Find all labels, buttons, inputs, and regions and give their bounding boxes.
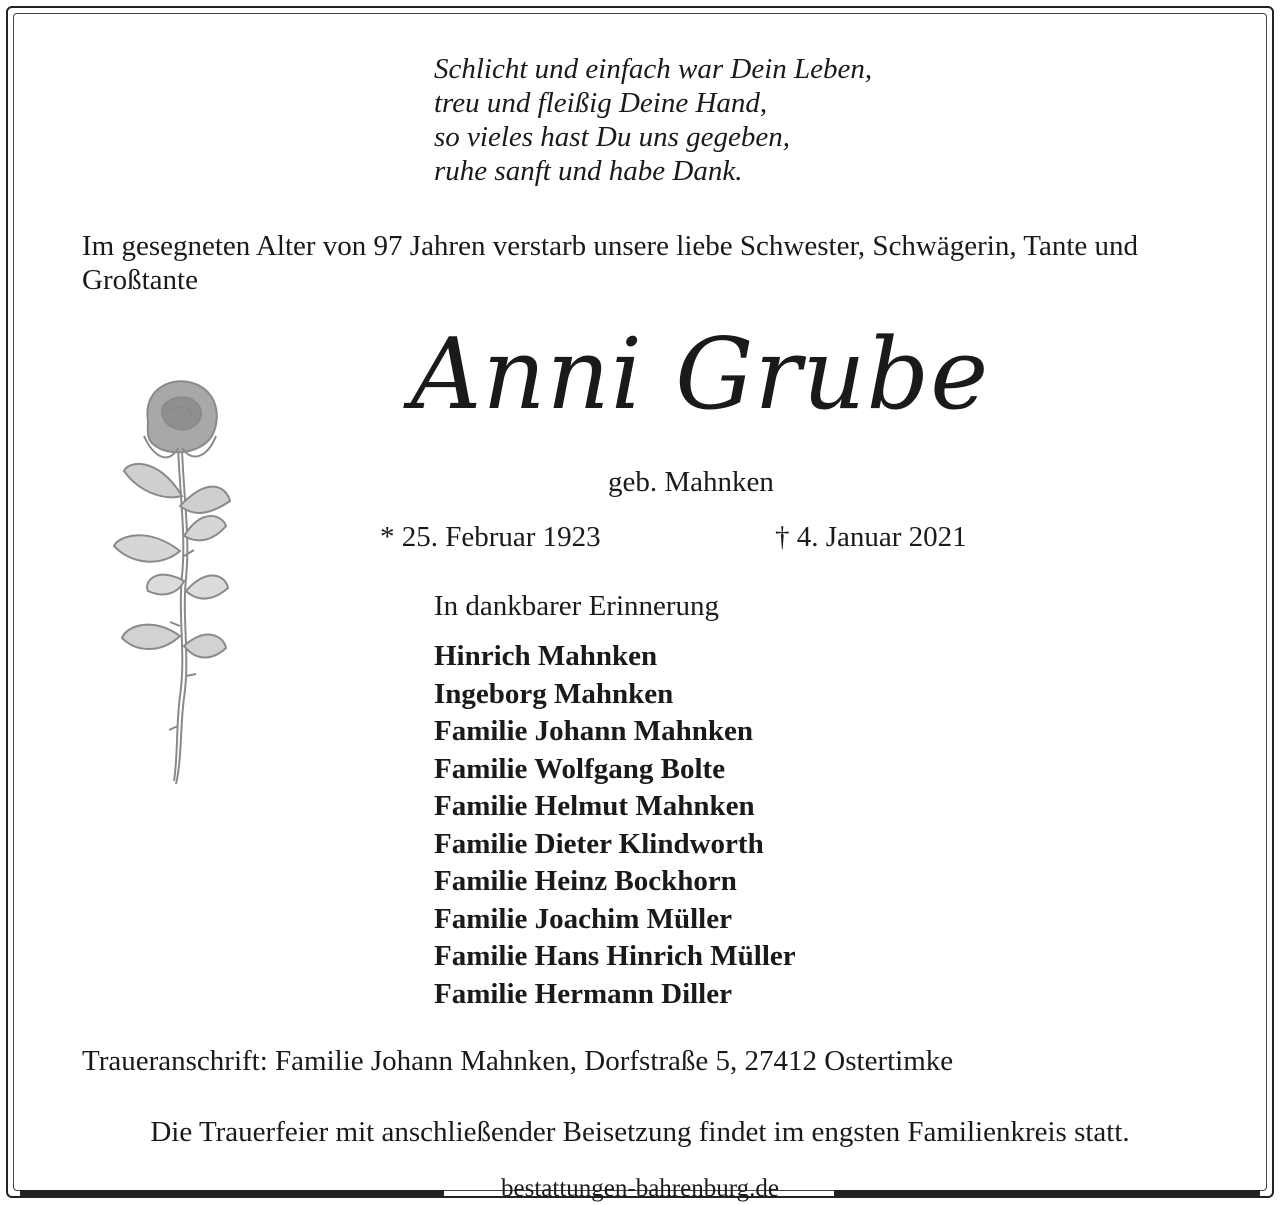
poem-line: Schlicht und einfach war Dein Leben, <box>434 53 873 85</box>
mourner-item: Familie Hermann Diller <box>434 977 732 1010</box>
mourner-item: Familie Helmut Mahnken <box>434 790 755 822</box>
death-date: † 4. Januar 2021 <box>775 521 967 553</box>
poem-line: ruhe sanft und habe Dank. <box>434 155 743 187</box>
mourner-item: Familie Johann Mahnken <box>434 715 754 747</box>
rose-icon <box>108 376 238 796</box>
deceased-name: Anni Grube <box>410 318 990 432</box>
poem-line: so vieles hast Du uns gegeben, <box>434 121 790 153</box>
mourner-item: Hinrich Mahnken <box>434 640 658 672</box>
mourning-address: Traueranschrift: Familie Johann Mahnken, Dorfstraße 5, 27412 Ostertimke <box>82 1045 954 1077</box>
memorial-poem <box>434 52 872 188</box>
poem-line: treu und fleißig Deine Hand, <box>434 87 768 119</box>
mourner-item: Familie Dieter Klindworth <box>434 827 764 860</box>
mourner-item: Familie Joachim Müller <box>434 902 732 935</box>
birth-name: geb. Mahnken <box>608 466 774 498</box>
birth-date: * 25. Februar 1923 <box>380 521 601 553</box>
remembrance-heading: In dankbarer Erinnerung <box>434 590 720 622</box>
mourner-item: Ingeborg Mahnken <box>434 677 674 710</box>
mourner-item: Familie Heinz Bockhorn <box>434 865 737 897</box>
intro-text: Im gesegneten Alter von 97 Jahren verstarb unsere liebe Schwester, Schwägerin, Tante und Großtante <box>82 230 1139 296</box>
footer-website: bestattungen-bahrenburg.de <box>501 1175 779 1202</box>
mourner-item: Familie Wolfgang Bolte <box>434 752 726 785</box>
mourners-list <box>434 638 796 1013</box>
funeral-note: Die Trauerfeier mit anschließender Beisetzung findet im engsten Familienkreis statt. <box>150 1116 1130 1148</box>
mourner-item: Familie Hans Hinrich Müller <box>434 940 796 972</box>
